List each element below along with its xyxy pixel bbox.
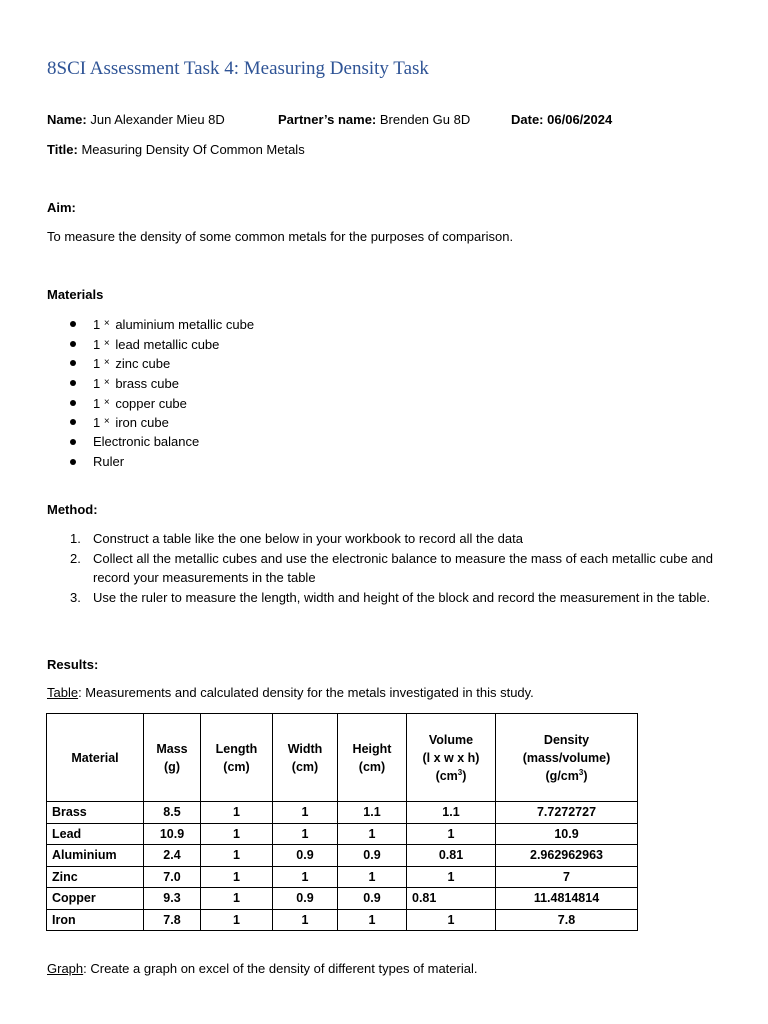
table-cell: 8.5 xyxy=(144,802,201,824)
column-header-unit: (g/cm xyxy=(545,768,579,783)
table-cell: 0.9 xyxy=(338,888,407,910)
table-cell: 10.9 xyxy=(496,823,638,845)
column-header-line: Volume xyxy=(428,732,474,747)
material-label: iron cube xyxy=(115,415,169,431)
table-cell: 1 xyxy=(201,909,273,931)
material-name-cell: Zinc xyxy=(47,866,144,888)
name-field xyxy=(47,111,225,129)
table-cell: 2.962962963 xyxy=(496,845,638,867)
table-cell: 1 xyxy=(273,866,338,888)
times-symbol: × xyxy=(103,318,110,329)
column-header-line: (mass/volume) xyxy=(522,750,611,765)
table-cell: 1 xyxy=(201,845,273,867)
table-cell: 1 xyxy=(407,866,496,888)
material-label: zinc cube xyxy=(115,356,171,372)
materials-list-item xyxy=(47,314,254,334)
column-header-line: Mass xyxy=(156,741,188,756)
table-cell: 10.9 xyxy=(144,823,201,845)
table-column-header xyxy=(338,714,407,802)
table-cell: 1 xyxy=(338,866,407,888)
table-cell: 1 xyxy=(201,866,273,888)
graph-text: : Create a graph on excel of the density of different types of material. xyxy=(83,961,478,976)
material-name-cell: Copper xyxy=(47,888,144,910)
material-quantity: 1 xyxy=(93,415,101,431)
table-column-header xyxy=(407,714,496,802)
times-symbol: × xyxy=(103,337,110,349)
column-header-unit-end: ) xyxy=(462,768,467,783)
method-heading: Method: xyxy=(47,502,98,517)
column-header-line: Material xyxy=(71,750,119,765)
column-header-line: Width xyxy=(287,741,323,756)
table-cell: 7.8 xyxy=(144,909,201,931)
materials-list-item xyxy=(47,334,254,354)
table-cell: 1 xyxy=(338,823,407,845)
table-cell: 1 xyxy=(338,909,407,931)
material-name-cell: Lead xyxy=(47,823,144,845)
table-column-header xyxy=(496,714,638,802)
table-cell: 1 xyxy=(201,823,273,845)
table-cell: 11.4814814 xyxy=(496,888,638,910)
table-row xyxy=(47,823,638,845)
column-header-line: Density xyxy=(543,732,590,747)
table-cell: 7.7272727 xyxy=(496,802,638,824)
title-field xyxy=(47,141,305,159)
material-name-cell: Brass xyxy=(47,802,144,824)
column-header-line: Length xyxy=(215,741,258,756)
method-step xyxy=(47,529,727,549)
materials-list-item xyxy=(47,412,254,432)
graph-instruction xyxy=(47,960,477,978)
materials-list-item xyxy=(47,373,254,393)
partner-field xyxy=(278,111,470,129)
date-value: 06/06/2024 xyxy=(547,112,613,127)
materials-list-item xyxy=(47,353,254,373)
material-name-cell: Iron xyxy=(47,909,144,931)
table-column-header xyxy=(273,714,338,802)
table-cell: 1 xyxy=(407,823,496,845)
table-cell: 1 xyxy=(407,909,496,931)
table-cell: 2.4 xyxy=(144,845,201,867)
material-name-cell: Aluminium xyxy=(47,845,144,867)
times-symbol: × xyxy=(103,396,110,408)
table-caption-text: : Measurements and calculated density for the metals investigated in this study. xyxy=(78,685,534,700)
table-cell: 0.9 xyxy=(338,845,407,867)
unit-superscript: 3 xyxy=(457,767,463,777)
partner-value: Brenden Gu 8D xyxy=(379,112,471,127)
document-title: 8SCI Assessment Task 4: Measuring Density Task xyxy=(47,58,429,79)
method-step xyxy=(47,549,727,588)
table-column-header xyxy=(201,714,273,802)
material-quantity: 1 xyxy=(93,376,101,392)
materials-list-item xyxy=(47,452,254,472)
bullet-icon xyxy=(70,459,76,465)
method-step-text: Collect all the metallic cubes and use the electronic balance to measure the mass of each metallic cube and record your measurements in the table xyxy=(93,550,714,586)
method-step-number: 2. xyxy=(70,550,81,566)
method-list xyxy=(47,529,727,607)
table-cell: 1 xyxy=(201,888,273,910)
material-quantity: 1 xyxy=(93,317,101,332)
times-symbol: × xyxy=(103,357,110,369)
table-cell: 0.81 xyxy=(407,845,496,867)
bullet-icon xyxy=(70,400,76,406)
bullet-icon xyxy=(70,419,76,425)
method-step-number: 3. xyxy=(70,589,81,605)
materials-list xyxy=(47,314,254,472)
materials-heading: Materials xyxy=(47,287,104,302)
method-step-text: Use the ruler to measure the length, width and height of the block and record the measurement in the table. xyxy=(93,589,711,605)
partner-label: Partner’s name: xyxy=(278,112,377,127)
table-row xyxy=(47,802,638,824)
table-row xyxy=(47,888,638,910)
table-cell: 1 xyxy=(201,802,273,824)
table-cell: 0.9 xyxy=(273,845,338,867)
method-step-number: 1. xyxy=(70,531,81,546)
bullet-icon xyxy=(70,439,76,445)
table-caption xyxy=(47,684,534,702)
column-header-line: (l x w x h) xyxy=(422,750,480,765)
bullet-icon xyxy=(70,380,76,386)
table-cell: 1 xyxy=(273,909,338,931)
aim-text: To measure the density of some common metals for the purposes of comparison. xyxy=(47,229,514,244)
table-cell: 1 xyxy=(273,802,338,824)
material-label: aluminium metallic cube xyxy=(115,317,255,332)
table-row xyxy=(47,845,638,867)
method-step-text: Construct a table like the one below in your workbook to record all the data xyxy=(93,531,523,546)
name-value: Jun Alexander Mieu 8D xyxy=(90,112,225,127)
bullet-icon xyxy=(70,321,76,327)
materials-list-item xyxy=(47,393,254,413)
material-label: brass cube xyxy=(115,376,179,392)
aim-heading: Aim: xyxy=(47,200,76,215)
bullet-icon xyxy=(70,341,76,347)
times-symbol: × xyxy=(103,377,110,389)
table-cell: 1.1 xyxy=(407,802,496,824)
table-header-row xyxy=(47,714,638,802)
table-cell: 0.81 xyxy=(407,888,496,910)
material-quantity: 1 xyxy=(93,395,101,411)
material-label: lead metallic cube xyxy=(115,336,220,352)
material-label: copper cube xyxy=(115,395,187,411)
table-cell: 7.8 xyxy=(496,909,638,931)
column-header-line: (g) xyxy=(164,759,180,774)
material-label: Ruler xyxy=(93,453,125,469)
name-label: Name: xyxy=(47,112,87,127)
table-row xyxy=(47,866,638,888)
material-quantity: 1 xyxy=(93,356,101,372)
bullet-icon xyxy=(70,360,76,366)
column-header-line: (cm) xyxy=(223,759,250,774)
title-label: Title: xyxy=(47,142,78,157)
table-cell: 7.0 xyxy=(144,866,201,888)
table-cell: 9.3 xyxy=(144,888,201,910)
material-quantity: 1 xyxy=(93,336,101,352)
material-label: Electronic balance xyxy=(93,434,200,450)
unit-superscript: 3 xyxy=(578,767,584,777)
results-table xyxy=(46,713,638,931)
column-header-line: (cm) xyxy=(358,759,386,774)
table-column-header xyxy=(144,714,201,802)
method-step xyxy=(47,588,727,608)
results-heading: Results: xyxy=(47,657,99,672)
column-header-line: (cm) xyxy=(291,759,319,774)
column-header-line: Height xyxy=(352,741,392,756)
graph-label: Graph xyxy=(47,961,84,976)
table-column-header xyxy=(47,714,144,802)
table-cell: 0.9 xyxy=(273,888,338,910)
title-value: Measuring Density Of Common Metals xyxy=(81,142,305,157)
column-header-unit: (cm xyxy=(435,768,458,783)
times-symbol: × xyxy=(103,416,110,428)
table-caption-label: Table xyxy=(47,685,79,700)
date-label: Date: xyxy=(511,112,544,127)
materials-list-item xyxy=(47,432,254,452)
table-cell: 1 xyxy=(273,823,338,845)
date-field xyxy=(511,111,612,129)
column-header-unit-end: ) xyxy=(583,768,588,783)
table-cell: 7 xyxy=(496,866,638,888)
table-row xyxy=(47,909,638,931)
table-cell: 1.1 xyxy=(338,802,407,824)
